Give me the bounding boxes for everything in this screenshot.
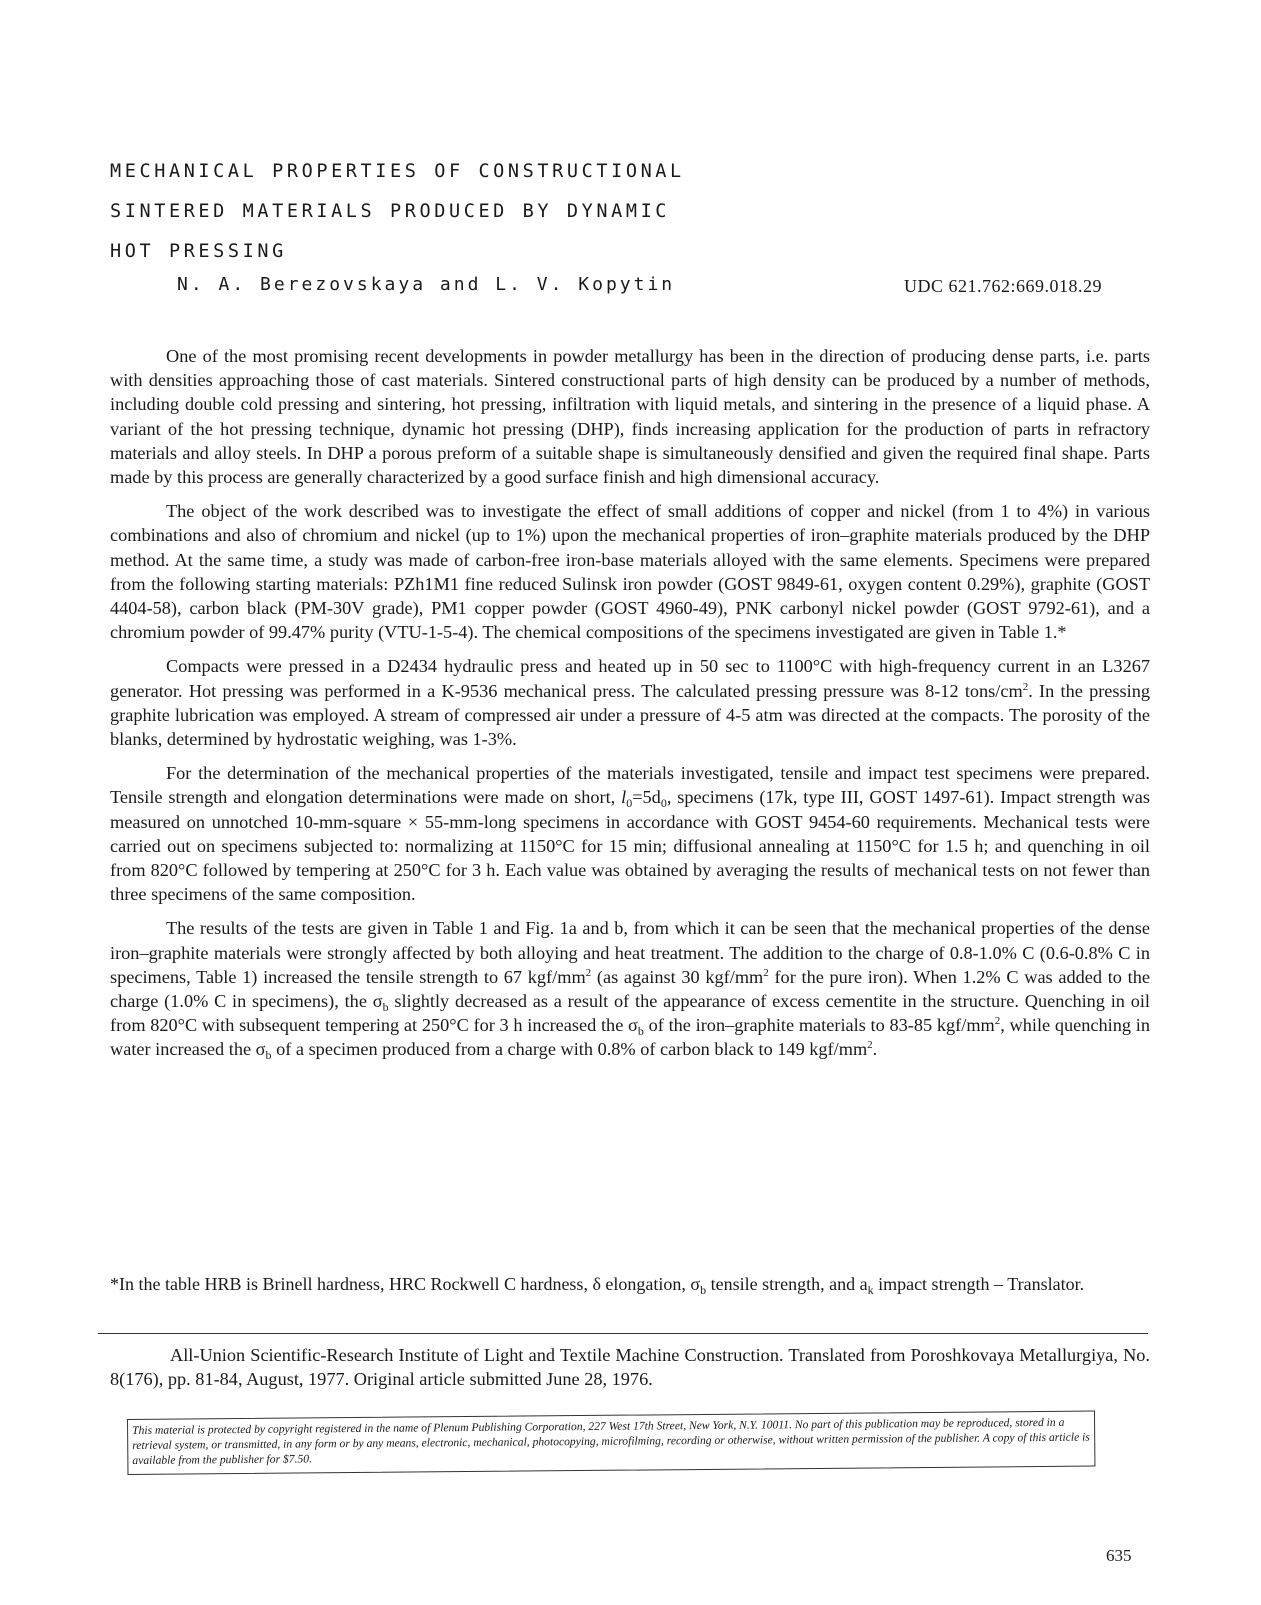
footnote-text-b: tensile strength, and a bbox=[706, 1274, 868, 1294]
footnote-text-c: impact strength – Translator. bbox=[873, 1274, 1085, 1294]
p4-text-a: For the determination of the mechanical properties of the materials investigated, tensile and impact test specimens were prepared. Tensile strength and elongation determinations were made on short, bbox=[110, 763, 1150, 808]
paragraph-2: The object of the work described was to investigate the effect of small additions of copper and nickel (from 1 to 4%) in various combinations and also of chromium and nickel (up to 1%) upon the mechanical properties of iron–graphite materials produced by the DHP method. At the same time, a study was made of carbon-free iron-base materials alloyed with the same elements. Specimens were prepared from the following starting materials: PZh1M1 fine reduced Sulinsk iron powder (GOST 9849-61, oxygen content 0.29%), graphite (GOST 4404-58), carbon black (PM-30V grade), PM1 copper powder (GOST 4960-49), PNK carbonyl nickel powder (GOST 9792-61), and a chromium powder of 99.47% purity (VTU-1-5-4). The chemical compositions of the specimens investigated are given in Table 1.* bbox=[110, 501, 1150, 643]
p5-sup-4: 2 bbox=[867, 1039, 873, 1052]
p5-text-g: of a specimen produced from a charge with 0.8% of carbon black to 149 kgf/mm bbox=[271, 1039, 868, 1060]
paragraph-4 bbox=[110, 761, 1150, 906]
title-line-3: HOT PRESSING bbox=[110, 241, 287, 262]
p4-text-b: , specimens (17k, type III, GOST 1497-61). Impact strength was measured on unnotched 10-mm-square × 55-mm-long specimens in accordance with GOST 9454-60 requirements. Mechanical tests were carried out on specimens subjected to: normalizing at 1150°C for 15 min; diffusional annealing at 1150°C for 1.5 h; and quenching in oil from 820°C followed by tempering at 250°C for 3 h. Each value was obtained by averaging the results of mechanical tests on not fewer than three specimens of the same composition. bbox=[110, 787, 1150, 905]
title-line-1: MECHANICAL PROPERTIES OF CONSTRUCTIONAL bbox=[110, 161, 685, 182]
p3-text-a: Compacts were pressed in a D2434 hydraulic press and heated up in 50 sec to 1100°C with high-frequency current in an L3267 generator. Hot pressing was performed in a K-9536 mechanical press. The calculated pressing pressure was 8-12 tons/cm bbox=[110, 656, 1150, 701]
p5-sup-1: 2 bbox=[585, 966, 592, 979]
p4-d0-sub: 0 bbox=[660, 796, 667, 811]
paragraph-5 bbox=[110, 916, 1150, 1061]
p3-sup: 2 bbox=[1022, 680, 1029, 693]
authors: N. A. Berezovskaya and L. V. Kopytin bbox=[177, 274, 676, 295]
p4-l0-sub: 0 bbox=[626, 796, 633, 811]
p5-text-f: , while quenching in water increased the σ bbox=[110, 1015, 1150, 1060]
p5-text-a: The results of the tests are given in Table 1 and Fig. 1a and b, from which it can be seen that the mechanical properties of the dense iron–graphite materials were strongly affected by both alloying and heat treatment. The addition to the charge of 0.8-1.0% C (0.6-0.8% C in specimens, Table 1) increased the tensile strength to 67 kgf/mm bbox=[110, 918, 1150, 987]
p4-eq: =5d bbox=[632, 787, 661, 808]
p5-sub-1: b bbox=[382, 1000, 389, 1015]
page-number: 635 bbox=[1106, 1546, 1132, 1565]
p5-sup-3: 2 bbox=[994, 1015, 1001, 1028]
footnote-sub-k: k bbox=[867, 1283, 874, 1297]
article-body bbox=[110, 344, 1150, 1072]
footer-divider bbox=[98, 1333, 1148, 1334]
p4-l0: l bbox=[621, 787, 627, 808]
udc-code: UDC 621.762:669.018.29 bbox=[904, 276, 1103, 296]
paragraph-1: One of the most promising recent developments in powder metallurgy has been in the direction of producing dense parts, i.e. parts with densities approaching those of cast materials. Sintered constructional parts of high density can be produced by a number of methods, including double cold pressing and sintering, hot pressing, infiltration with liquid metals, and sintering in the presence of a liquid phase. A variant of the hot pressing technique, dynamic hot pressing (DHP), finds increasing application for the production of parts in refractory materials and alloy steels. In DHP a porous preform of a suitable shape is simultaneously densified and given the required final shape. Parts made by this process are generally characterized by a good surface finish and high dimensional accuracy. bbox=[110, 346, 1150, 488]
affiliation-block bbox=[110, 1343, 1150, 1391]
footnote-text-a: *In the table HRB is Brinell hardness, HRC Rockwell C hardness, δ elongation, σ bbox=[110, 1274, 701, 1294]
paragraph-3 bbox=[110, 654, 1150, 751]
copyright-notice: This material is protected by copyright registered in the name of Plenum Publishing Corporation, 227 West 17th Street, New York, N.Y. 10011. No part of this publication may be reproduced, stored in a retrieval system, or transmitted, in any form or by any means, electronic, mechanical, photocopying, microfilming, recording or otherwise, without written permission of the publisher. A copy of this article is available from the publisher for $7.50. bbox=[127, 1411, 1095, 1475]
p5-text-c: for the pure iron). When 1.2% C was added to the charge (1.0% C in specimens), the σ bbox=[110, 966, 1150, 1012]
footnote bbox=[110, 1272, 1150, 1296]
p5-sup-2: 2 bbox=[763, 966, 769, 979]
p5-sub-2: b bbox=[637, 1024, 644, 1039]
p5-text-h: . bbox=[872, 1039, 878, 1060]
p5-text-d: slightly decreased as a result of the appearance of excess cementite in the structure. Quenching in oil from 820°C with subsequent tempering at 250°C for 3 h increased the σ bbox=[110, 991, 1150, 1036]
p5-text-e: of the iron–graphite materials to 83-85 kgf/mm bbox=[643, 1015, 995, 1036]
title-line-2: SINTERED MATERIALS PRODUCED BY DYNAMIC bbox=[110, 201, 671, 222]
p5-text-b: (as against 30 kgf/mm bbox=[591, 966, 764, 987]
footnote-sub-b: b bbox=[700, 1283, 707, 1297]
p5-sub-3: b bbox=[265, 1048, 272, 1063]
p3-text-b: . In the pressing graphite lubrication was employed. A stream of compressed air under a pressure of 4-5 atm was directed at the compacts. The porosity of the blanks, determined by hydrostatic weighing, was 1-3%. bbox=[110, 680, 1150, 750]
affiliation-text: All-Union Scientific-Research Institute of Light and Textile Machine Construction. Translated from Poroshkovaya Metallurgiya, No. 8(176), pp. 81-84, August, 1977. Original article submitted June 28, 1976. bbox=[110, 1345, 1150, 1389]
article-title bbox=[110, 152, 910, 272]
